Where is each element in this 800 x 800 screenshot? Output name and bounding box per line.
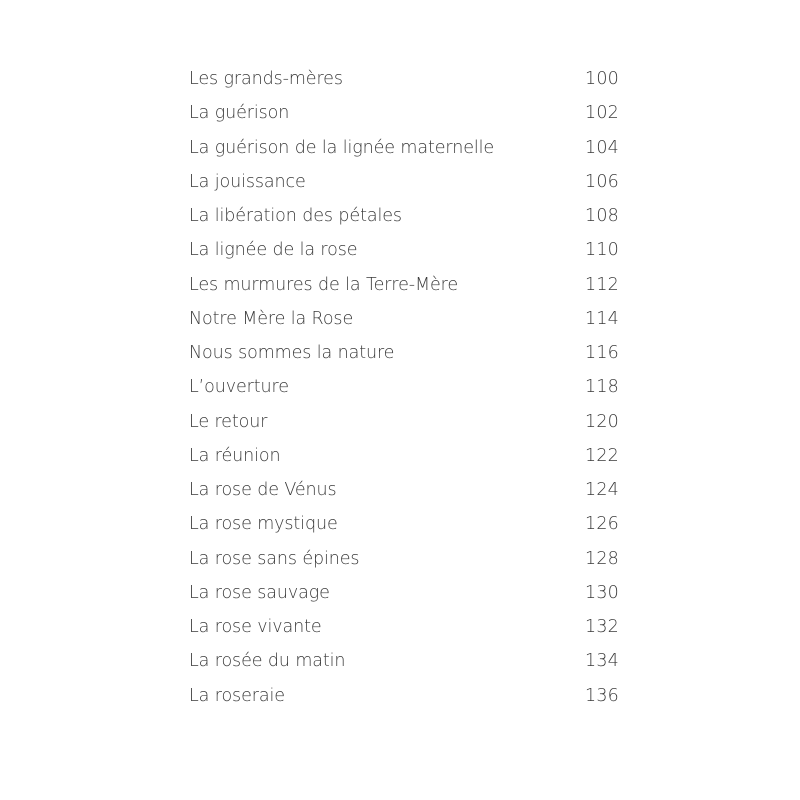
toc-entry [189,679,619,713]
toc-entry-page: 100 [584,69,619,89]
toc-entry [189,131,619,165]
toc-entry-title: La rose sauvage [189,582,330,603]
toc-entry-title: La rose de Vénus [189,480,337,500]
toc-entry-title: L’ouverture [189,377,289,398]
toc-entry-title: La jouissance [189,171,306,192]
toc-entry-title: Les murmures de la Terre-Mère [189,274,459,295]
toc-entry-title: La rose mystique [189,514,338,535]
toc-entry-page: 136 [584,685,619,706]
toc-entry-title: La réunion [189,445,281,466]
toc-entry-page: 130 [584,582,619,603]
toc-entry-page: 118 [584,377,619,398]
toc-entry-title: Les grands-mères [189,69,343,89]
toc-entry-page: 128 [584,548,619,569]
toc-entry-page: 104 [584,137,619,158]
toc-entry-title: La rose vivante [189,617,322,637]
toc-entry-title: Nous sommes la nature [189,343,395,363]
toc-entry-title: Notre Mère la Rose [189,308,354,329]
toc-entry-page: 122 [584,445,619,466]
toc-entry [189,542,619,576]
toc-entry [189,576,619,610]
toc-entry [189,370,619,404]
toc-entry [189,268,619,302]
toc-entry [189,96,619,130]
toc-entry [189,644,619,678]
toc-entry [189,62,619,96]
toc-entry-page: 106 [584,171,619,192]
toc-entry-page: 110 [584,240,619,261]
toc-entry-page: 108 [584,206,619,226]
toc-entry-page: 116 [584,343,619,363]
toc-entry [189,473,619,507]
toc-entry-title: La roseraie [189,685,285,706]
toc-entry [189,610,619,644]
toc-entry [189,507,619,541]
table-of-contents [189,62,619,713]
toc-entry [189,165,619,199]
toc-entry [189,336,619,370]
toc-entry-title: La guérison de la lignée maternelle [189,137,495,158]
toc-entry-title: La rose sans épines [189,548,360,569]
toc-entry-page: 112 [584,274,619,295]
toc-entry [189,199,619,233]
toc-entry-title: La lignée de la rose [189,240,358,261]
toc-entry-page: 114 [584,308,619,329]
toc-entry-page: 134 [584,651,619,672]
toc-entry-title: La rosée du matin [189,651,346,672]
toc-entry-page: 102 [584,103,619,124]
toc-entry [189,233,619,267]
toc-entry-title: Le retour [189,411,268,432]
toc-entry-page: 126 [584,514,619,535]
toc-entry [189,302,619,336]
toc-entry-page: 132 [584,617,619,637]
toc-entry [189,405,619,439]
toc-entry-page: 120 [584,411,619,432]
toc-entry-page: 124 [584,480,619,500]
toc-entry-title: La libération des pétales [189,206,402,226]
toc-entry [189,439,619,473]
toc-entry-title: La guérison [189,103,290,124]
